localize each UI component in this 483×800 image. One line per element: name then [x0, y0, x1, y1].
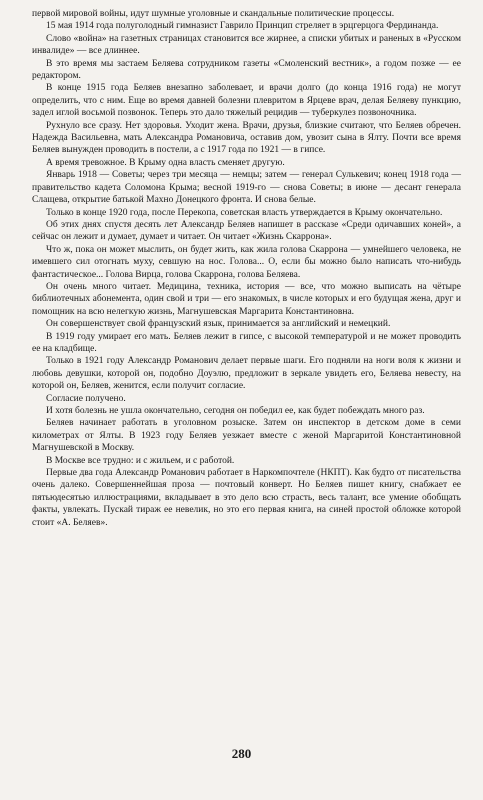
paragraph: Слово «война» на газетных страницах становится все жирнее, а списки убитых и раненых в «Русском инвалиде» — все длиннее. [32, 33, 461, 57]
paragraph: Только в конце 1920 года, после Перекопа, советская власть утверждается в Крыму окончательно. [46, 207, 443, 218]
paragraph: В это время мы застаем Беляева сотрудником газеты «Смоленский вестник», а годом позже — ее редактором. [32, 58, 461, 82]
paragraph: Он очень много читает. Медицина, техника, история — все, что можно выписать на чётыре библиотечных абонемента, один свой и три — его знакомых, в числе которых и его будущая жена, друг и помощник на всю нелегкую жизнь, Магнушевская Маргарита Константиновна. [32, 281, 461, 317]
paragraph: Только в 1921 году Александр Романович делает первые шаги. Его подняли на ноги воля к жизни и любовь девушки, которой он, подобно Доуэлю, предложит в зеркале увидеть его, Беляева невесту, на которой он, Беляев, женится, если получит согласие. [32, 356, 461, 392]
paragraph: Январь 1918 — Советы; через три месяца — немцы; затем — генерал Сулькевич; конец 1918 года — правительство кадета Соломона Крыма; весной 1919-го — снова Советы; в июне — десант генерала Слащева, открытие батькой Махно Донецкого фронта. И снова белые. [32, 170, 461, 206]
page-number: 280 [231, 746, 252, 761]
paragraph: Рухнуло все сразу. Нет здоровья. Уходит жена. Врачи, друзья, близкие считают, что Беляев обречен. Надежда Васильевна, мать Александра Романовича, оставив дом, увозит сына в Ялту. Почти все время Беляев вынужден проводить в постели, а с 1917 года по 1921 — в гипсе. [32, 120, 461, 156]
paragraph: В конце 1915 года Беляев внезапно заболевает, и врачи долго (до конца 1916 года) не могут определить, что с ним. Еще во время давней болезни плевритом в Ярцеве врач, делая Беляеву пункцию, задел иглой восьмой позвонок. Теперь это дало тяжелый рецидив — туберкулез позвоночника. [32, 83, 461, 119]
paragraph: А время тревожное. В Крыму одна власть сменяет другую. [46, 157, 285, 168]
paragraph: Первые два года Александр Романович работает в Наркомпочтеле (НКПТ). Как будто от писательства очень далеко. Совершеннейшая проза — почтовый конверт. Но Беляев пишет книгу, снабжает ее пятьюдесятью иллюстрациями, вкладывает в это дело всю страсть, весь талант, все умение обобщать факты, увлекать. Пускай тираж ее невелик, но это его первая книга, на синей простой обложке которой стоит «А. Беляев». [32, 468, 461, 528]
paragraph: Что ж, пока он может мыслить, он будет жить, как жила голова Скаррона — умнейшего человека, не имевшего сил отогнать муху, севшую на нос. Голова... О, если бы можно было написать что-нибудь фантастическое... Голова Вирца, голова Скаррона, голова Беляева. [32, 244, 461, 280]
paragraph: Беляев начинает работать в уголовном розыске. Затем он инспектор в детском доме в семи километрах от Ялты. В 1923 году Беляев уезжает вместе с женой Маргаритой Константиновной Магнушевской в Москву. [32, 418, 461, 454]
paragraph: 15 мая 1914 года полуголодный гимназист Гаврило Принцип стреляет в эрцгерцога Фердинанда. [46, 21, 439, 32]
body-text [32, 8, 461, 529]
paragraph: Согласие получено. [46, 393, 126, 404]
paragraph: первой мировой войны, идут шумные уголовные и скандальные политические процессы. [32, 9, 395, 19]
paragraph: В 1919 году умирает его мать. Беляев лежит в гипсе, с высокой температурой и не может проводить ее на кладбище. [32, 331, 461, 354]
paragraph: И хотя болезнь не ушла окончательно, сегодня он победил ее, как будет побеждать много раз. [46, 406, 425, 416]
paragraph: Об этих днях спустя десять лет Александр Беляев напишет в рассказе «Среди одичавших коней», а сейчас он лежит и думает, думает и читает. Он читает «Жизнь Скаррона». [32, 219, 461, 243]
paragraph: Он совершенствует свой французский язык, принимается за английский и немецкий. [46, 319, 391, 330]
paragraph: В Москве все трудно: и с жильем, и с работой. [46, 455, 235, 466]
